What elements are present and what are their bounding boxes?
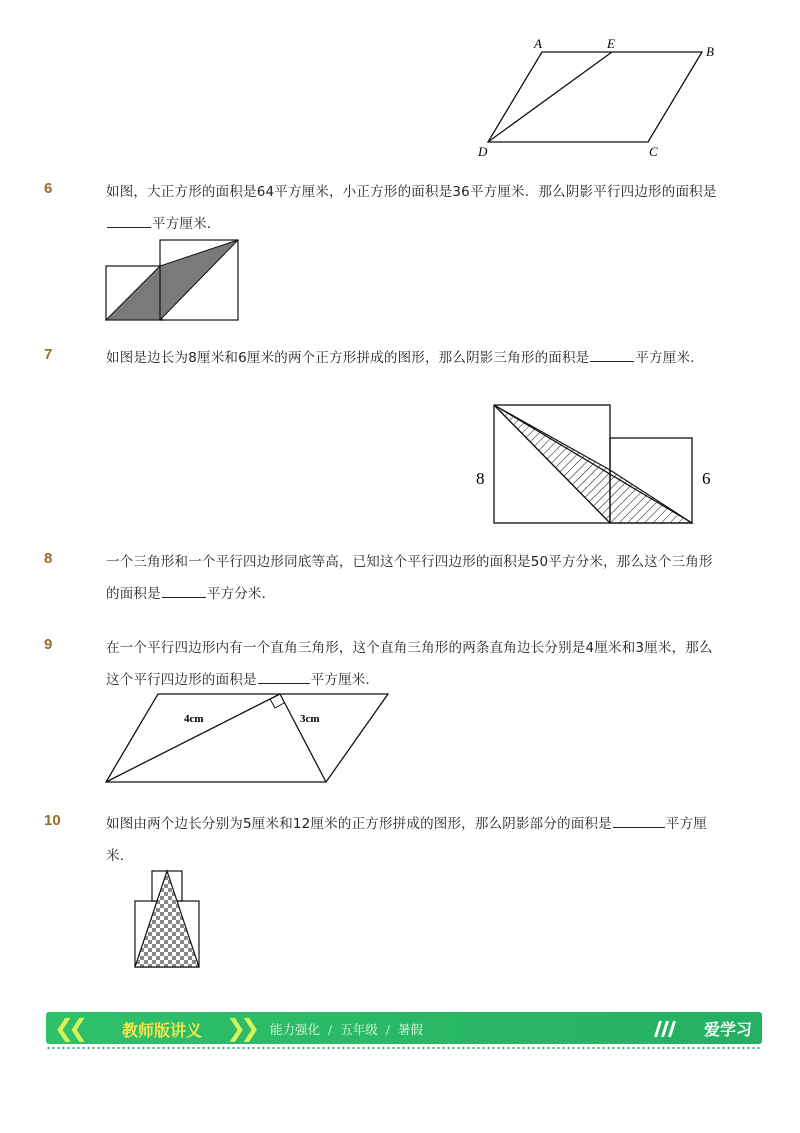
question-number: 8 xyxy=(44,550,53,567)
label-4cm: 4cm xyxy=(184,713,204,725)
question-text: 一个三角形和一个平行四边形同底等高，已知这个平行四边形的面积是50平方分米，那么这个三角形的面积是 平方分米． xyxy=(106,554,713,602)
question-text: 如图由两个边长分别为5厘米和12厘米的正方形拼成的图形，那么阴影部分的面积是 平方厘米． xyxy=(106,816,707,864)
label-d: D xyxy=(478,144,488,159)
answer-blank[interactable] xyxy=(590,349,634,362)
figure-q10-squares xyxy=(132,868,204,970)
question-text: 在一个平行四边形内有一个直角三角形，这个直角三角形的两条直角边长分别是4厘米和3厘米，那么这个平行四边形的面积是 平方厘米． xyxy=(106,640,713,688)
figure-q7-squares xyxy=(470,400,720,530)
label-e: E xyxy=(607,36,615,51)
answer-blank[interactable] xyxy=(613,815,665,828)
question-number: 9 xyxy=(44,636,53,653)
question-number: 6 xyxy=(44,180,53,197)
breadcrumb-item: 暑假 xyxy=(397,1022,423,1037)
label-6: 6 xyxy=(702,469,711,488)
answer-blank[interactable] xyxy=(107,215,151,228)
chevron-left-icon: ❮❮ xyxy=(54,1014,83,1042)
label-a: A xyxy=(534,36,542,51)
breadcrumb-item: 能力强化 xyxy=(270,1022,321,1037)
figure-q9-parallelogram xyxy=(104,690,394,786)
right-angle-mark xyxy=(270,699,284,708)
label-b: B xyxy=(706,44,714,59)
footer-breadcrumb: 能力强化 / 五年级 / 暑假 xyxy=(270,1022,423,1037)
footer-dotted-divider xyxy=(46,1047,762,1049)
label-c: C xyxy=(649,144,658,159)
label-8: 8 xyxy=(476,469,485,488)
figure-q6-squares xyxy=(104,238,240,322)
question-number: 10 xyxy=(44,812,61,829)
footer-title: 教师版讲义 xyxy=(122,1021,203,1040)
brand-logo-icon xyxy=(652,1017,682,1039)
chevron-right-icon: ❯❯ xyxy=(226,1014,255,1042)
question-text: 如图，大正方形的面积是64平方厘米，小正方形的面积是36平方厘米．那么阴影平行四边形的面积是平方厘米． xyxy=(106,184,717,232)
label-3cm: 3cm xyxy=(300,713,320,725)
footer-brand: 爱学习 xyxy=(703,1020,752,1039)
shaded-triangle xyxy=(135,871,199,967)
segment-de xyxy=(488,52,612,142)
answer-blank[interactable] xyxy=(258,671,310,684)
question-text: 如图是边长为8厘米和6厘米的两个正方形拼成的图形，那么阴影三角形的面积是 平方厘米． xyxy=(106,350,704,366)
shaded-parallelogram xyxy=(106,240,238,320)
figure-q5-parallelogram xyxy=(470,32,730,162)
footer-bar xyxy=(46,1012,762,1044)
answer-blank[interactable] xyxy=(162,585,206,598)
breadcrumb-item: 五年级 xyxy=(340,1022,378,1037)
question-number: 7 xyxy=(44,346,53,363)
parallelogram-abcd xyxy=(488,52,702,142)
